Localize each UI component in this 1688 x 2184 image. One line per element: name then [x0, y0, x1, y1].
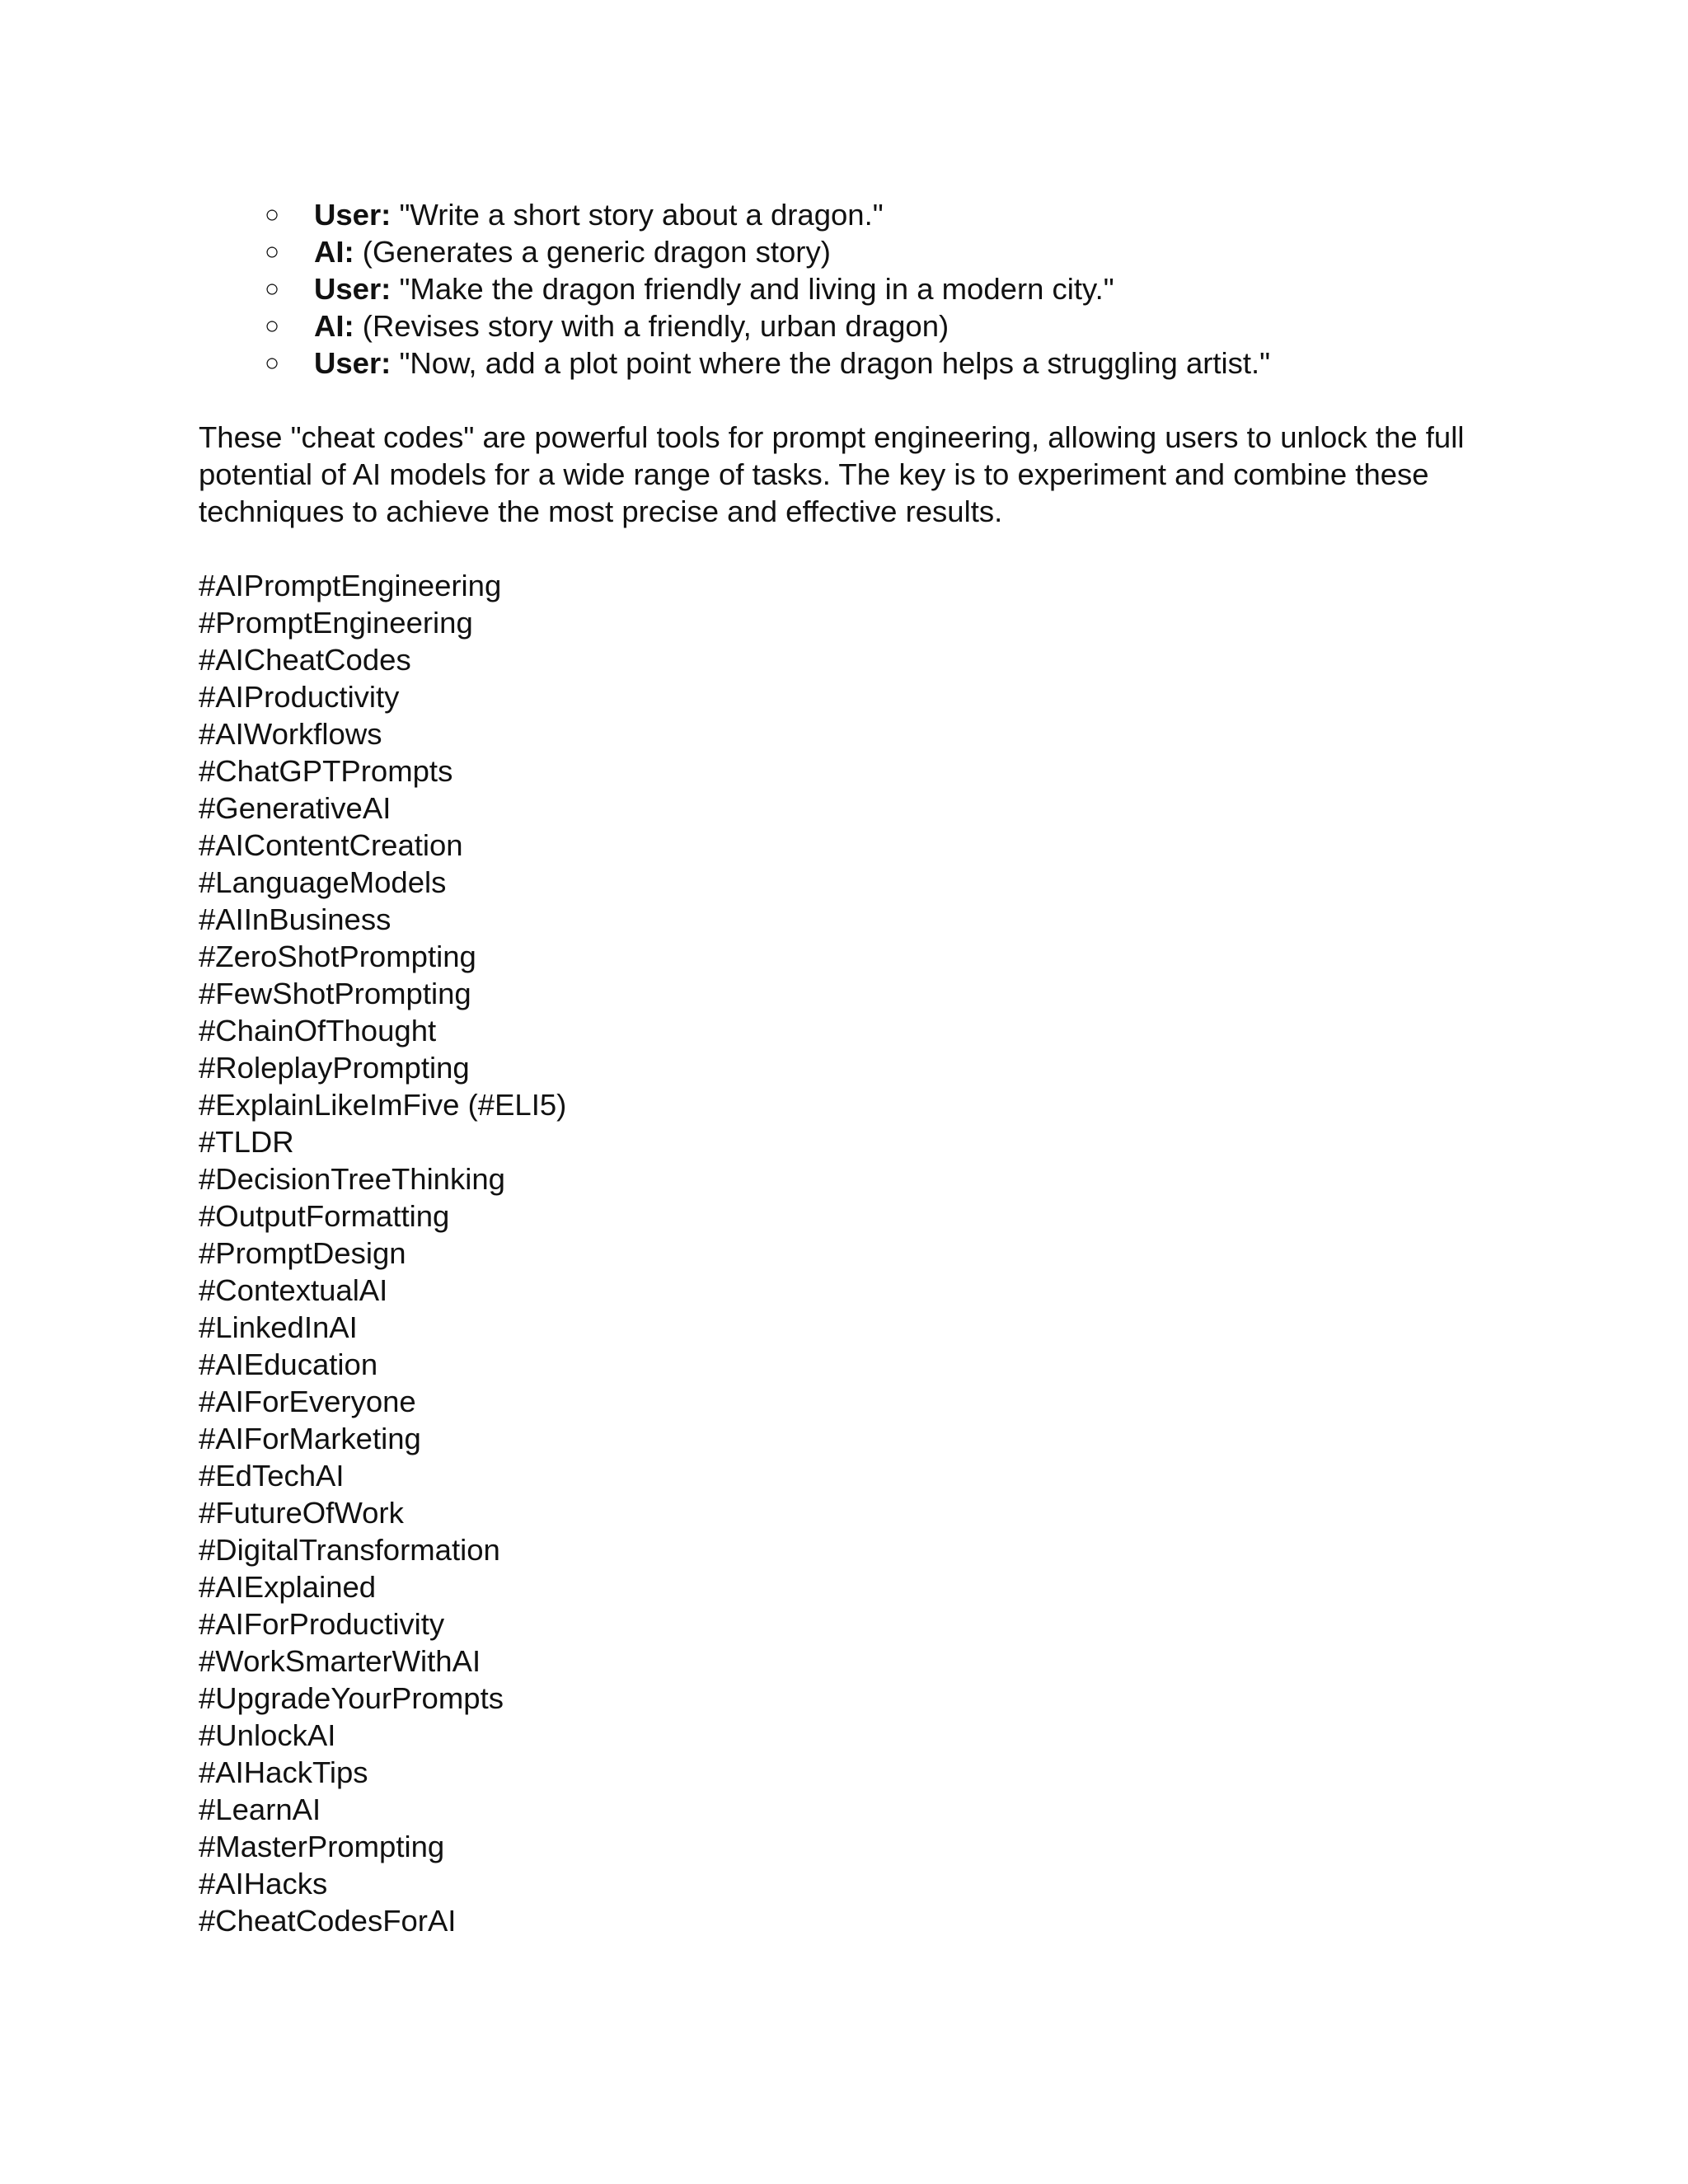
hashtag-item: #AIForProductivity: [199, 1607, 445, 1641]
hollow-circle-bullet-icon: ○: [265, 238, 280, 265]
hashtag-item: #FewShotPrompting: [199, 977, 471, 1010]
hashtag-item: #PromptDesign: [199, 1236, 406, 1270]
hashtag-item: #LinkedInAI: [199, 1310, 358, 1344]
list-item: [265, 270, 1501, 307]
hollow-circle-bullet-icon: ○: [265, 275, 280, 302]
summary-line: potential of AI models for a wide range of tasks. The key is to experiment and combine these: [199, 457, 1429, 491]
speaker-label: User:: [314, 198, 392, 232]
hashtag-item: #AIPromptEngineering: [199, 569, 502, 602]
hollow-circle-bullet-icon: ○: [265, 312, 280, 340]
hashtag-item: #EdTechAI: [199, 1459, 345, 1493]
hashtag-item: #AIHacks: [199, 1867, 328, 1900]
hashtag-item: #AIEducation: [199, 1347, 378, 1381]
hashtag-item: #AIForEveryone: [199, 1385, 416, 1418]
hashtag-item: #UnlockAI: [199, 1718, 336, 1752]
list-item: [265, 196, 1501, 233]
dialogue-text: "Make the dragon friendly and living in a modern city.": [391, 272, 1114, 306]
hashtag-item: #PromptEngineering: [199, 606, 473, 640]
speaker-label: AI:: [314, 235, 354, 269]
hashtag-item: #ChainOfThought: [199, 1014, 437, 1047]
hashtag-item: #FutureOfWork: [199, 1496, 404, 1530]
hashtag-item: #UpgradeYourPrompts: [199, 1681, 504, 1715]
hollow-circle-bullet-icon: ○: [265, 349, 280, 377]
speaker-label: User:: [314, 272, 392, 306]
hashtag-item: #LearnAI: [199, 1793, 321, 1826]
list-item: [265, 307, 1501, 344]
hashtag-item: #MasterPrompting: [199, 1830, 445, 1863]
hashtag-item: #OutputFormatting: [199, 1199, 450, 1233]
hashtag-item: #ZeroShotPrompting: [199, 940, 476, 973]
hashtag-item: #CheatCodesForAI: [199, 1904, 457, 1938]
speaker-label: AI:: [314, 309, 354, 343]
dialogue-list: [199, 196, 1501, 382]
hashtag-item: #AIWorkflows: [199, 717, 382, 751]
dialogue-text: (Generates a generic dragon story): [354, 235, 831, 269]
dialogue-text: "Now, add a plot point where the dragon helps a struggling artist.": [391, 346, 1271, 380]
hashtag-item: #TLDR: [199, 1125, 294, 1159]
summary-line: techniques to achieve the most precise and effective results.: [199, 494, 1003, 528]
dialogue-text: (Revises story with a friendly, urban dragon): [354, 309, 950, 343]
hashtag-item: #AIProductivity: [199, 680, 400, 714]
hollow-circle-bullet-icon: ○: [265, 201, 280, 228]
hashtag-item: #DecisionTreeThinking: [199, 1162, 505, 1196]
hashtag-item: #ContextualAI: [199, 1273, 388, 1307]
hashtag-item: #AIExplained: [199, 1570, 377, 1604]
document-content: [199, 196, 1501, 1939]
speaker-label: User:: [314, 346, 392, 380]
hashtag-item: #DigitalTransformation: [199, 1533, 500, 1567]
hashtag-item: #WorkSmarterWithAI: [199, 1644, 481, 1678]
dialogue-text: "Write a short story about a dragon.": [391, 198, 884, 232]
list-item: [265, 233, 1501, 270]
hashtag-item: #AIHackTips: [199, 1755, 368, 1789]
hashtag-item: #AICheatCodes: [199, 643, 411, 677]
list-item: [265, 344, 1501, 382]
hashtag-item: #AIForMarketing: [199, 1422, 421, 1455]
hashtag-item: #LanguageModels: [199, 865, 447, 899]
hashtag-item: #GenerativeAI: [199, 791, 392, 825]
summary-line: These "cheat codes" are powerful tools for prompt engineering, allowing users to unlock the full: [199, 420, 1465, 454]
hashtag-item: #ExplainLikeImFive (#ELI5): [199, 1088, 567, 1122]
hashtag-item: #AIInBusiness: [199, 902, 392, 936]
hashtag-item: #RoleplayPrompting: [199, 1051, 470, 1085]
hashtag-item: #ChatGPTPrompts: [199, 754, 453, 788]
hashtag-list: [199, 567, 1501, 1939]
hashtag-item: #AIContentCreation: [199, 828, 463, 862]
summary-paragraph: [199, 419, 1501, 530]
